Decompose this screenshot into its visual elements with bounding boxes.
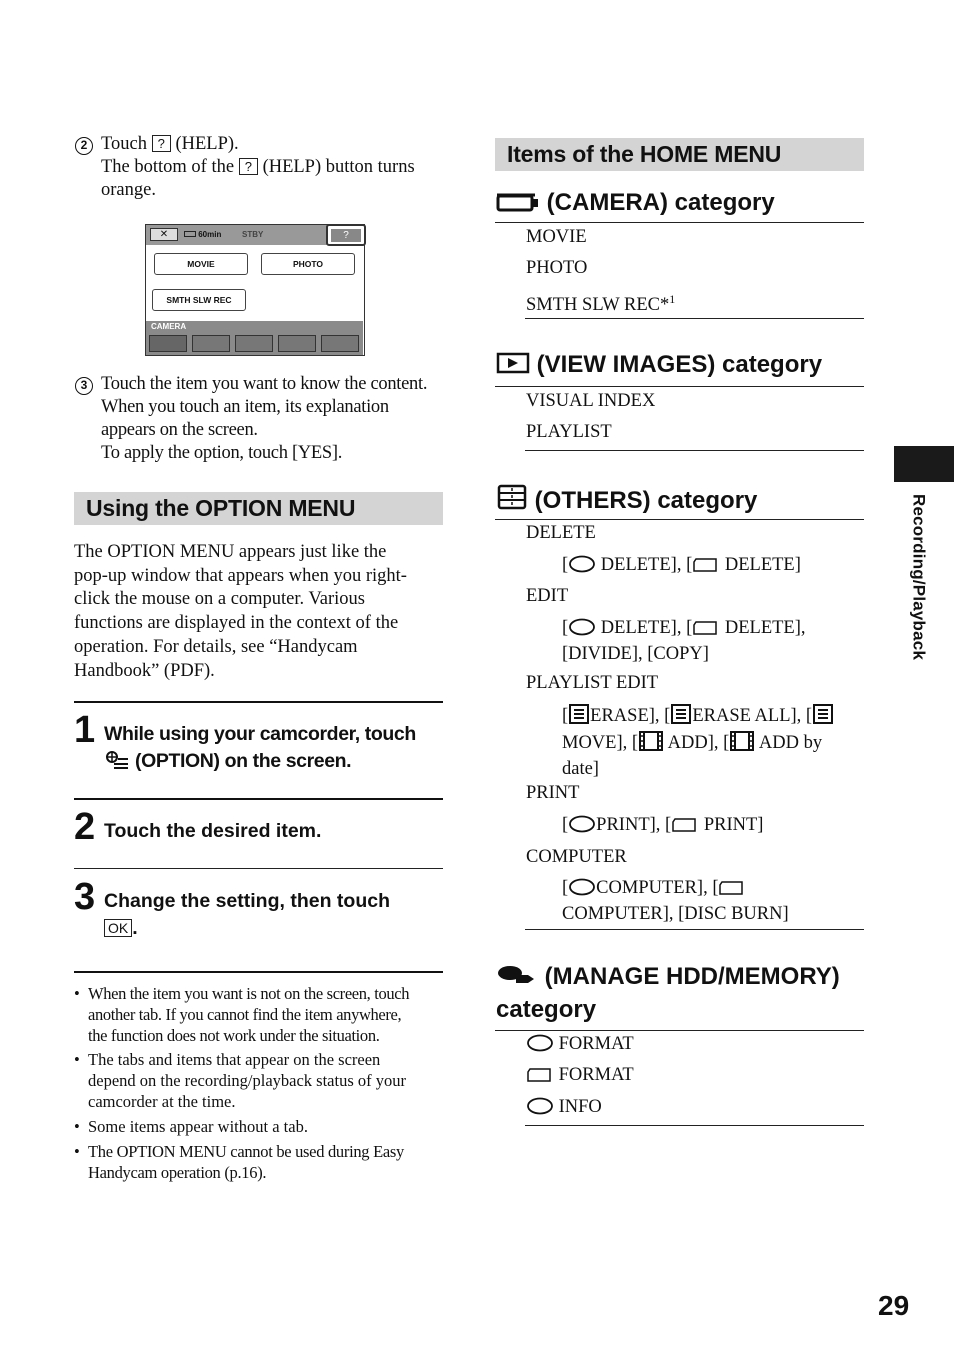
text: functions are displayed in the context of the: [74, 613, 399, 634]
film-icon: [729, 731, 755, 758]
others-item-computer: COMPUTER: [526, 847, 627, 867]
text: While using your camcorder, touch: [104, 723, 416, 745]
delete-options: [562, 554, 801, 580]
text: The bottom of the: [101, 157, 235, 177]
help-step-2-text: [101, 133, 451, 202]
note-item: [74, 1116, 446, 1137]
lcd-photo-button: PHOTO: [261, 253, 355, 275]
text: The OPTION MENU cannot be used during Easy: [88, 1142, 404, 1161]
text: INFO: [558, 1097, 602, 1117]
text: category: [496, 996, 597, 1023]
others-item-playlist-edit: PLAYLIST EDIT: [526, 673, 659, 693]
help-step-3-text: [101, 373, 451, 465]
playlist-icon: [568, 704, 590, 731]
camera-item-photo: PHOTO: [526, 258, 588, 278]
manage-item-info: [526, 1096, 602, 1122]
bullet-icon: •: [74, 1142, 80, 1161]
ok-button-icon: OK: [104, 919, 132, 937]
text: (HELP).: [175, 134, 239, 154]
home-menu-title: Items of the HOME MENU: [495, 138, 864, 171]
others-item-print: PRINT: [526, 783, 580, 803]
text: date]: [562, 759, 599, 779]
divider: [74, 798, 443, 800]
lcd-movie-button: MOVIE: [154, 253, 248, 275]
memory-card-icon: [671, 817, 699, 840]
text: [DIVIDE], [COPY]: [562, 644, 709, 664]
battery-indicator: [184, 230, 221, 239]
others-category-heading: [496, 483, 757, 519]
step-2-number: 2: [74, 806, 96, 848]
text: COMPUTER], [DISC BURN]: [562, 904, 789, 924]
step-3-text: [104, 888, 449, 942]
camera-tab-icon: [149, 335, 187, 352]
text: MOVE], [: [562, 733, 639, 753]
text: Some items appear without a tab.: [88, 1117, 308, 1136]
help-button-icon: ?: [152, 135, 171, 152]
text: SMTH SLW REC*: [526, 295, 670, 316]
view-tab-icon: [192, 335, 230, 352]
text: another tab. If you cannot find the item anywhere,: [88, 1005, 402, 1024]
camera-item-movie: MOVIE: [526, 227, 587, 247]
toolbox-tab-icon: [321, 335, 359, 352]
manage-item-format-memory: [526, 1064, 634, 1090]
hdd-icon: [568, 815, 596, 840]
battery-text: 60min: [198, 230, 222, 239]
divider: [495, 519, 864, 520]
others-icon: [496, 483, 528, 519]
help-button-icon: ?: [239, 158, 258, 175]
side-tab-label: Recording/Playback: [909, 494, 928, 661]
text: Handycam operation (p.16).: [88, 1163, 267, 1182]
text: FORMAT: [558, 1065, 634, 1085]
text: appears on the screen.: [101, 420, 258, 440]
memory-card-icon: [718, 880, 746, 903]
footnote-marker: 1: [669, 292, 676, 306]
lcd-tab-bar: [146, 321, 363, 355]
text: orange.: [101, 180, 156, 200]
camera-category-heading: [496, 188, 775, 221]
text: [: [562, 878, 569, 898]
text: [: [562, 555, 569, 575]
text: (OPTION) on the screen.: [135, 750, 352, 772]
hdd-icon: [526, 1097, 554, 1122]
text: PRINT]: [703, 815, 764, 835]
text: ADD by: [758, 733, 823, 753]
help-button: ?: [331, 229, 361, 242]
playlist-edit-options: [562, 704, 864, 781]
film-icon: [638, 731, 664, 758]
lcd-smth-button: SMTH SLW REC: [152, 289, 246, 311]
text: [: [562, 815, 569, 835]
page-number: 29: [878, 1290, 910, 1321]
text: (MANAGE HDD/MEMORY): [544, 963, 840, 990]
step-1-number: 1: [74, 709, 96, 751]
divider: [525, 929, 864, 930]
divider: [74, 868, 443, 869]
lcd-screen-illustration: [145, 224, 365, 356]
text: DELETE],: [724, 618, 806, 638]
text: ERASE], [: [590, 706, 671, 726]
divider: [495, 386, 864, 387]
text: .: [132, 917, 138, 939]
manage-item-format-hdd: [526, 1033, 634, 1059]
manage-media-icon: [496, 963, 538, 995]
others-item-edit: EDIT: [526, 586, 569, 606]
note-item: [74, 1049, 446, 1112]
bullet-icon: •: [74, 1050, 80, 1069]
note-item: [74, 1141, 446, 1183]
step-3-number: 3: [74, 876, 96, 918]
camera-item-smth: [526, 288, 675, 317]
text: FORMAT: [558, 1034, 634, 1054]
option-icon: [104, 750, 130, 778]
battery-icon: [184, 231, 196, 237]
view-item-playlist: PLAYLIST: [526, 422, 612, 442]
memory-card-icon: [692, 557, 720, 580]
divider: [525, 318, 864, 319]
bullet-icon: •: [74, 984, 80, 1003]
divider: [495, 222, 864, 223]
view-item-visual-index: VISUAL INDEX: [526, 391, 656, 411]
text: [: [562, 618, 569, 638]
text: When the item you want is not on the screen, touch: [88, 984, 410, 1003]
text: ADD], [: [667, 733, 730, 753]
others-tab-icon: [235, 335, 273, 352]
playlist-icon: [812, 704, 834, 731]
text: The tabs and items that appear on the screen: [88, 1050, 381, 1069]
play-icon: [496, 351, 530, 383]
text: DELETE], [: [600, 555, 693, 575]
close-icon: ✕: [150, 228, 178, 241]
computer-options: [562, 877, 789, 926]
text: Handbook” (PDF).: [74, 660, 215, 681]
text: (HELP) button turns: [262, 157, 415, 177]
divider: [525, 1125, 864, 1126]
hdd-icon: [568, 878, 596, 903]
text: The OPTION MENU appears just like the: [74, 542, 387, 562]
text: pop-up window that appears when you right-: [74, 565, 407, 586]
step-number-circle: 2: [75, 137, 93, 155]
divider: [525, 450, 864, 451]
text: (CAMERA) category: [546, 189, 775, 216]
text: click the mouse on a computer. Various: [74, 589, 365, 610]
manage-category-heading: [496, 962, 840, 1025]
help-step-3: [75, 373, 93, 396]
status-label: STBY: [242, 230, 264, 239]
option-menu-intro: [74, 541, 446, 683]
step-number-circle: 3: [75, 377, 93, 395]
note-item: [74, 983, 446, 1046]
text: ERASE ALL], [: [692, 706, 813, 726]
text: camcorder at the time.: [88, 1092, 236, 1111]
text: DELETE]: [724, 555, 801, 575]
text: (OTHERS) category: [534, 487, 758, 514]
edit-options: [562, 617, 806, 666]
text: depend on the recording/playback status of your: [88, 1071, 406, 1090]
hdd-icon: [568, 618, 596, 643]
print-options: [562, 814, 763, 840]
memory-card-icon: [692, 620, 720, 643]
text: When you touch an item, its explanation: [101, 397, 389, 417]
manage-tab-icon: [278, 335, 316, 352]
text: Touch the item you want to know the content.: [101, 374, 428, 394]
hdd-icon: [568, 555, 596, 580]
text: Touch: [101, 134, 147, 154]
text: DELETE], [: [600, 618, 693, 638]
text: Change the setting, then touch: [104, 890, 390, 912]
text: (VIEW IMAGES) category: [536, 351, 823, 378]
text: the function does not work under the situation.: [88, 1026, 380, 1045]
bullet-icon: •: [74, 1117, 80, 1136]
step-1-text: [104, 721, 449, 778]
help-step-2: [75, 133, 93, 156]
text: To apply the option, touch [YES].: [101, 443, 343, 463]
help-button-frame: [326, 224, 366, 246]
text: [: [562, 706, 569, 726]
camera-icon: [496, 191, 540, 221]
option-menu-title: Using the OPTION MENU: [74, 492, 443, 525]
divider: [74, 971, 443, 973]
text: operation. For details, see “Handycam: [74, 636, 358, 657]
lcd-category-label: CAMERA: [151, 322, 187, 331]
divider: [74, 701, 443, 703]
step-2-text: Touch the desired item.: [104, 820, 322, 842]
text: COMPUTER], [: [596, 878, 719, 898]
divider: [495, 1030, 864, 1031]
memory-card-icon: [526, 1067, 554, 1090]
playlist-icon: [670, 704, 692, 731]
others-item-delete: DELETE: [526, 523, 596, 543]
side-tab-marker: [894, 446, 954, 482]
hdd-icon: [526, 1034, 554, 1059]
text: PRINT], [: [596, 815, 672, 835]
view-images-category-heading: [496, 350, 822, 383]
